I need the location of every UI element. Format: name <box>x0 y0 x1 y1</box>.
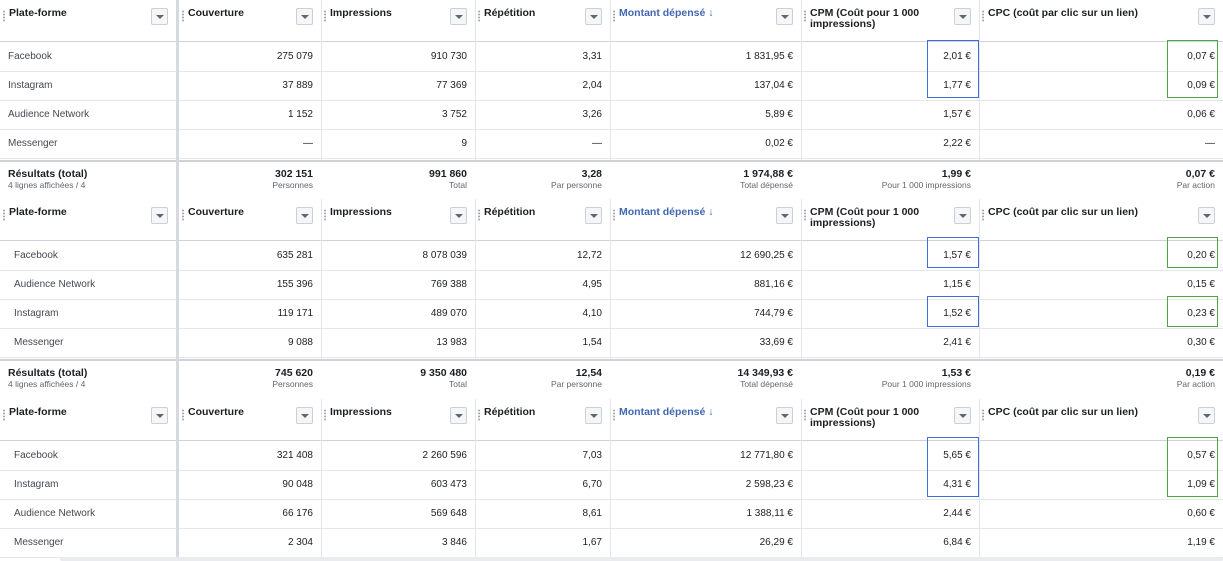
total-cpc-value: 0,19 € <box>1185 367 1215 379</box>
column-drag-handle[interactable] <box>613 10 615 22</box>
column-menu-dropdown[interactable] <box>1198 8 1215 25</box>
cell-frequency: 7,03 <box>582 450 602 461</box>
cell-cpm: 1,77 € <box>943 80 971 91</box>
column-menu-dropdown[interactable] <box>450 8 467 25</box>
cell-cpm: 1,57 € <box>943 250 971 261</box>
platform-table-1 <box>0 0 1223 199</box>
table-header <box>0 199 1223 241</box>
cell-reach: 1 152 <box>287 109 313 120</box>
header-cpm-label: CPM (Coût pour 1 000 impressions) <box>810 406 920 429</box>
table-row[interactable] <box>0 299 1223 329</box>
column-menu-dropdown[interactable] <box>776 407 793 424</box>
column-drag-handle[interactable] <box>478 409 480 421</box>
column-divider <box>321 199 322 359</box>
cell-cpm: 2,22 € <box>943 138 971 149</box>
header-spend-label: Montant dépensé ↓ <box>619 7 714 19</box>
total-cpm <box>801 361 979 399</box>
total-frequency-unit: Par personne <box>550 180 602 190</box>
total-impressions-value: 9 350 480 <box>420 367 467 379</box>
column-menu-dropdown[interactable] <box>585 8 602 25</box>
column-drag-handle[interactable] <box>324 209 326 221</box>
header-frequency-label: Répétition <box>484 406 536 418</box>
table-row[interactable] <box>0 470 1223 500</box>
total-reach-value: 745 620 <box>275 367 313 379</box>
cell-cpc: 0,57 € <box>1187 450 1215 461</box>
cell-platform: Facebook <box>14 450 58 461</box>
header-platform-label: Plate-forme <box>9 206 67 218</box>
column-drag-handle[interactable] <box>182 209 184 221</box>
column-menu-dropdown[interactable] <box>296 207 313 224</box>
cell-spend: 137,04 € <box>754 80 793 91</box>
column-divider <box>801 399 802 557</box>
cell-cpm: 2,44 € <box>943 508 971 519</box>
column-divider <box>979 199 980 359</box>
header-impressions-label: Impressions <box>330 406 392 418</box>
total-impressions-value: 991 860 <box>429 168 467 180</box>
column-menu-dropdown[interactable] <box>151 407 168 424</box>
header-cpc[interactable] <box>979 0 1223 41</box>
platform-table-3 <box>0 399 1223 557</box>
cell-impressions: 13 983 <box>436 337 467 348</box>
cell-impressions: 769 388 <box>430 279 467 290</box>
column-drag-handle[interactable] <box>182 409 184 421</box>
header-cpm[interactable] <box>801 399 979 440</box>
cell-cpc: 1,19 € <box>1187 537 1215 548</box>
cell-cpm: 2,01 € <box>943 51 971 62</box>
cell-cpm: 1,57 € <box>943 109 971 120</box>
cell-platform: Messenger <box>14 537 64 548</box>
column-menu-dropdown[interactable] <box>450 207 467 224</box>
total-impressions <box>321 361 475 399</box>
column-menu-dropdown[interactable] <box>1198 407 1215 424</box>
total-cpc <box>979 162 1223 200</box>
column-divider <box>801 0 802 160</box>
column-divider <box>979 0 980 160</box>
cell-spend: 2 598,23 € <box>745 479 793 490</box>
header-frequency[interactable] <box>475 0 610 41</box>
cell-reach: 2 304 <box>287 537 313 548</box>
table-row[interactable] <box>0 100 1223 130</box>
total-spend <box>610 162 801 200</box>
cell-frequency: 6,70 <box>582 479 602 490</box>
header-reach-label: Couverture <box>188 406 245 418</box>
cell-platform: Instagram <box>14 308 59 319</box>
column-drag-handle[interactable] <box>3 409 5 421</box>
cell-impressions: 3 752 <box>441 109 467 120</box>
total-reach-unit: Personnes <box>272 180 313 190</box>
table-row[interactable] <box>0 441 1223 471</box>
column-menu-dropdown[interactable] <box>776 207 793 224</box>
column-drag-handle[interactable] <box>804 409 806 421</box>
column-drag-handle[interactable] <box>982 209 984 221</box>
column-drag-handle[interactable] <box>982 10 984 22</box>
header-frequency[interactable] <box>475 399 610 440</box>
cell-impressions: 8 078 039 <box>422 250 467 261</box>
totals-row-count: 4 lignes affichées / 4 <box>8 379 86 389</box>
cell-platform: Audience Network <box>8 109 90 120</box>
cell-impressions: 489 070 <box>430 308 467 319</box>
header-spend[interactable] <box>610 199 801 240</box>
column-menu-dropdown[interactable] <box>776 8 793 25</box>
column-drag-handle[interactable] <box>804 10 806 22</box>
column-menu-dropdown[interactable] <box>151 8 168 25</box>
column-divider <box>176 199 179 399</box>
cell-reach: 321 408 <box>276 450 313 461</box>
table-row[interactable] <box>0 71 1223 101</box>
table-header <box>0 0 1223 42</box>
header-impressions[interactable] <box>321 0 475 41</box>
column-menu-dropdown[interactable] <box>954 407 971 424</box>
cell-reach: 119 171 <box>277 308 313 319</box>
total-spend <box>610 361 801 399</box>
column-menu-dropdown[interactable] <box>585 407 602 424</box>
cell-cpm: 1,52 € <box>943 308 971 319</box>
column-divider <box>475 199 476 359</box>
column-menu-dropdown[interactable] <box>585 207 602 224</box>
column-menu-dropdown[interactable] <box>296 407 313 424</box>
total-frequency <box>475 162 610 200</box>
cell-reach: 37 889 <box>282 80 313 91</box>
table-row[interactable] <box>0 270 1223 300</box>
cell-platform: Facebook <box>14 250 58 261</box>
header-cpm-label: CPM (Coût pour 1 000 impressions) <box>810 7 920 30</box>
cell-spend: 881,16 € <box>754 279 793 290</box>
cell-platform: Facebook <box>8 51 52 62</box>
column-drag-handle[interactable] <box>478 10 480 22</box>
cell-impressions: 2 260 596 <box>422 450 467 461</box>
totals-row <box>0 160 1223 201</box>
header-cpm[interactable] <box>801 0 979 41</box>
total-spend-unit: Total dépensé <box>740 180 793 190</box>
total-cpc-value: 0,07 € <box>1185 168 1215 180</box>
cell-platform: Audience Network <box>14 508 96 519</box>
cell-frequency: 2,04 <box>582 80 602 91</box>
cell-impressions: 3 846 <box>441 537 467 548</box>
cell-cpc: 0,60 € <box>1187 508 1215 519</box>
column-drag-handle[interactable] <box>324 409 326 421</box>
cell-cpc: 0,07 € <box>1187 51 1215 62</box>
total-cpm-value: 1,99 € <box>941 168 971 180</box>
table-row[interactable] <box>0 129 1223 159</box>
cell-frequency: 3,26 <box>582 109 602 120</box>
cell-cpc: 0,06 € <box>1187 109 1215 120</box>
header-platform[interactable] <box>0 399 176 440</box>
table-row[interactable] <box>0 241 1223 271</box>
cell-reach: 9 088 <box>287 337 313 348</box>
total-frequency-unit: Par personne <box>550 379 602 389</box>
total-cpc-unit: Par action <box>1176 379 1215 389</box>
cell-cpc: 0,30 € <box>1187 337 1215 348</box>
header-cpc-label: CPC (coût par clic sur un lien) <box>988 206 1138 218</box>
cell-frequency: 12,72 <box>576 250 602 261</box>
header-platform-label: Plate-forme <box>9 7 67 19</box>
column-menu-dropdown[interactable] <box>954 8 971 25</box>
column-drag-handle[interactable] <box>478 209 480 221</box>
totals-title: Résultats (total) <box>8 168 88 180</box>
cell-platform: Messenger <box>8 138 58 149</box>
cell-frequency: 1,67 <box>582 537 602 548</box>
cell-spend: 12 771,80 € <box>740 450 793 461</box>
header-reach[interactable] <box>179 0 321 41</box>
total-reach <box>179 361 321 399</box>
cell-frequency: 4,95 <box>582 279 602 290</box>
header-platform-label: Plate-forme <box>9 406 67 418</box>
cell-platform: Instagram <box>14 479 59 490</box>
table-row[interactable] <box>0 499 1223 529</box>
cell-cpm: 2,41 € <box>943 337 971 348</box>
column-divider <box>610 0 611 160</box>
cell-frequency: 1,54 <box>582 337 602 348</box>
cell-reach: 90 048 <box>282 479 313 490</box>
cell-cpc: 0,23 € <box>1187 308 1215 319</box>
table-row[interactable] <box>0 42 1223 72</box>
cell-reach: 635 281 <box>276 250 313 261</box>
cell-cpm: 5,65 € <box>943 450 971 461</box>
total-impressions <box>321 162 475 200</box>
column-drag-handle[interactable] <box>3 10 5 22</box>
total-spend-value: 1 974,88 € <box>743 168 793 180</box>
total-cpc-unit: Par action <box>1176 180 1215 190</box>
cell-spend: 1 388,11 € <box>746 508 793 519</box>
totals-row <box>0 359 1223 400</box>
column-menu-dropdown[interactable] <box>954 207 971 224</box>
column-divider <box>321 0 322 160</box>
table-row[interactable] <box>0 528 1223 558</box>
header-impressions[interactable] <box>321 199 475 240</box>
total-cpm-unit: Pour 1 000 impressions <box>881 180 971 190</box>
column-drag-handle[interactable] <box>982 409 984 421</box>
column-drag-handle[interactable] <box>804 209 806 221</box>
header-spend[interactable] <box>610 399 801 440</box>
total-spend-value: 14 349,93 € <box>737 367 793 379</box>
column-divider <box>321 399 322 557</box>
header-reach[interactable] <box>179 199 321 240</box>
platform-table-2 <box>0 199 1223 399</box>
cell-cpm: 1,15 € <box>943 279 971 290</box>
header-reach[interactable] <box>179 399 321 440</box>
header-spend[interactable] <box>610 0 801 41</box>
total-frequency-value: 3,28 <box>581 168 602 180</box>
horizontal-scrollbar[interactable] <box>60 557 1223 561</box>
totals-title: Résultats (total) <box>8 367 88 379</box>
total-spend-unit: Total dépensé <box>740 379 793 389</box>
total-impressions-unit: Total <box>449 379 467 389</box>
header-cpc-label: CPC (coût par clic sur un lien) <box>988 7 1138 19</box>
total-frequency-value: 12,54 <box>575 367 602 379</box>
column-menu-dropdown[interactable] <box>1198 207 1215 224</box>
column-divider <box>475 0 476 160</box>
column-drag-handle[interactable] <box>613 209 615 221</box>
cell-reach: 66 176 <box>282 508 313 519</box>
header-cpm-label: CPM (Coût pour 1 000 impressions) <box>810 206 920 229</box>
cell-reach: 155 396 <box>276 279 313 290</box>
total-reach-unit: Personnes <box>272 379 313 389</box>
total-cpm-value: 1,53 € <box>941 367 971 379</box>
cell-frequency: 3,31 <box>582 51 602 62</box>
cell-spend: 12 690,25 € <box>740 250 793 261</box>
header-frequency-label: Répétition <box>484 7 536 19</box>
cell-reach: — <box>303 138 313 149</box>
header-spend-label: Montant dépensé ↓ <box>619 406 714 418</box>
total-reach-value: 302 151 <box>275 168 313 180</box>
column-divider <box>176 0 179 199</box>
cell-impressions: 603 473 <box>430 479 467 490</box>
cell-cpm: 4,31 € <box>943 479 971 490</box>
header-cpm[interactable] <box>801 199 979 240</box>
table-header <box>0 399 1223 441</box>
cell-impressions: 569 648 <box>430 508 467 519</box>
table-row[interactable] <box>0 328 1223 358</box>
cell-spend: 744,79 € <box>754 308 793 319</box>
cell-platform: Messenger <box>14 337 64 348</box>
totals-label <box>0 361 176 399</box>
cell-cpm: 6,84 € <box>943 537 971 548</box>
column-divider <box>176 399 179 557</box>
header-impressions[interactable] <box>321 399 475 440</box>
header-platform[interactable] <box>0 199 176 240</box>
cell-impressions: 910 730 <box>430 51 467 62</box>
total-cpm-unit: Pour 1 000 impressions <box>881 379 971 389</box>
cell-frequency: 4,10 <box>582 308 602 319</box>
column-drag-handle[interactable] <box>3 209 5 221</box>
column-divider <box>610 399 611 557</box>
column-divider <box>475 399 476 557</box>
header-impressions-label: Impressions <box>330 206 392 218</box>
header-platform[interactable] <box>0 0 176 41</box>
cell-platform: Instagram <box>8 80 53 91</box>
cell-cpc: 0,15 € <box>1187 279 1215 290</box>
column-drag-handle[interactable] <box>182 10 184 22</box>
cell-cpc: — <box>1205 138 1215 149</box>
cell-cpc: 0,20 € <box>1187 250 1215 261</box>
header-frequency-label: Répétition <box>484 206 536 218</box>
cell-frequency: — <box>592 138 602 149</box>
column-menu-dropdown[interactable] <box>450 407 467 424</box>
cell-spend: 26,29 € <box>759 537 793 548</box>
header-reach-label: Couverture <box>188 206 245 218</box>
column-divider <box>801 199 802 359</box>
cell-reach: 275 079 <box>276 51 313 62</box>
total-cpc <box>979 361 1223 399</box>
cell-spend: 1 831,95 € <box>745 51 793 62</box>
cell-impressions: 77 369 <box>436 80 467 91</box>
column-drag-handle[interactable] <box>324 10 326 22</box>
cell-spend: 0,02 € <box>765 138 793 149</box>
cell-impressions: 9 <box>461 138 467 149</box>
column-menu-dropdown[interactable] <box>296 8 313 25</box>
header-reach-label: Couverture <box>188 7 245 19</box>
column-divider <box>979 399 980 557</box>
cell-cpc: 0,09 € <box>1187 80 1215 91</box>
cell-frequency: 8,61 <box>582 508 602 519</box>
column-menu-dropdown[interactable] <box>151 207 168 224</box>
total-frequency <box>475 361 610 399</box>
header-cpc-label: CPC (coût par clic sur un lien) <box>988 406 1138 418</box>
cell-cpc: 1,09 € <box>1187 479 1215 490</box>
totals-row-count: 4 lignes affichées / 4 <box>8 180 86 190</box>
header-spend-label: Montant dépensé ↓ <box>619 206 714 218</box>
column-drag-handle[interactable] <box>613 409 615 421</box>
total-impressions-unit: Total <box>449 180 467 190</box>
header-cpc[interactable] <box>979 399 1223 440</box>
column-divider <box>610 199 611 359</box>
cell-platform: Audience Network <box>14 279 96 290</box>
totals-label <box>0 162 176 200</box>
cell-spend: 33,69 € <box>759 337 793 348</box>
total-cpm <box>801 162 979 200</box>
total-reach <box>179 162 321 200</box>
cell-spend: 5,89 € <box>765 109 793 120</box>
header-frequency[interactable] <box>475 199 610 240</box>
header-cpc[interactable] <box>979 199 1223 240</box>
header-impressions-label: Impressions <box>330 7 392 19</box>
